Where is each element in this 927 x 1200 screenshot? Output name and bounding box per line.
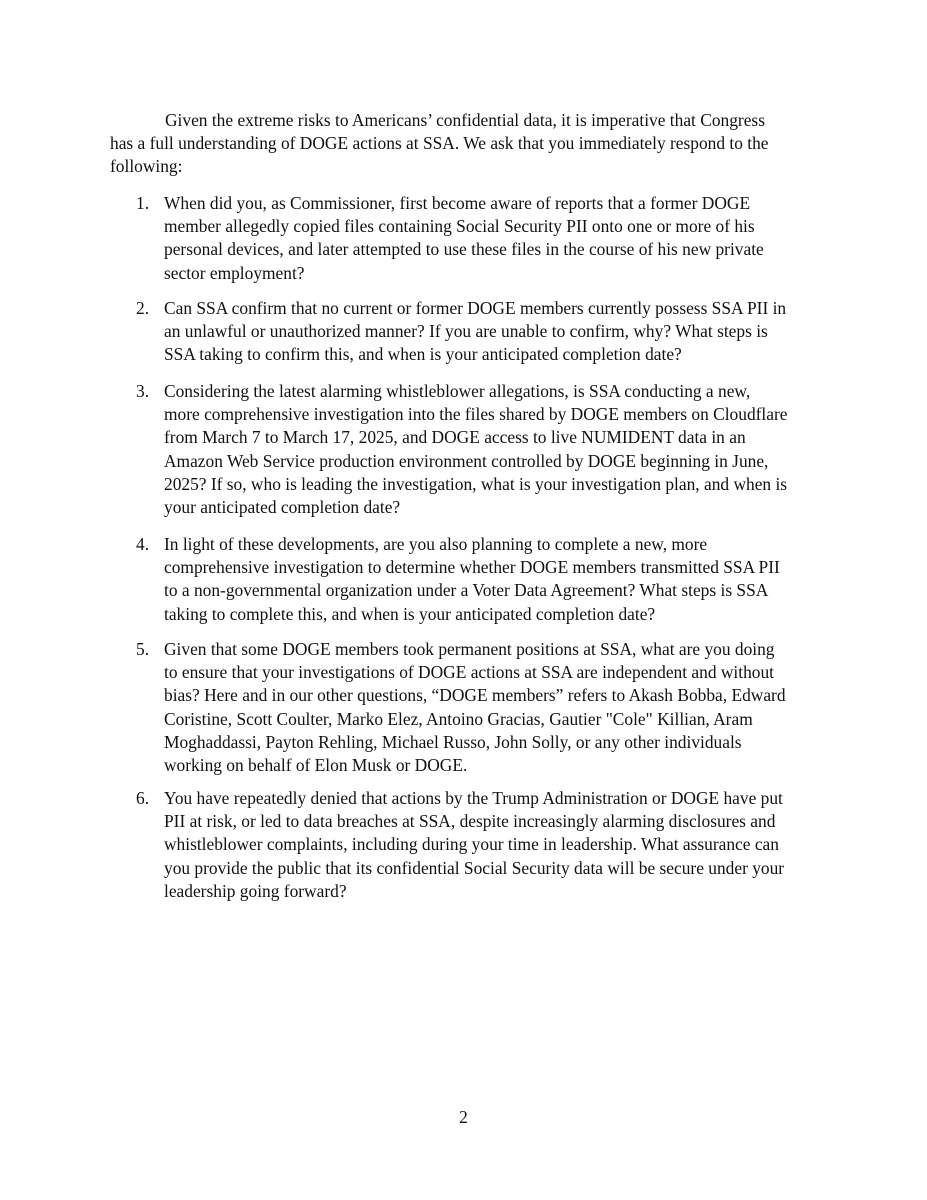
question-line: more comprehensive investigation into the files shared by DOGE members on Cloudflare — [164, 404, 788, 425]
question-text — [164, 787, 824, 903]
question-text — [164, 380, 824, 519]
intro-line: has a full understanding of DOGE actions at SSA. We ask that you immediately respond to the — [110, 133, 769, 154]
question-line: taking to complete this, and when is your anticipated completion date? — [164, 603, 656, 624]
question-line: Coristine, Scott Coulter, Marko Elez, Antoino Gracias, Gautier "Cole" Killian, Aram — [164, 708, 753, 729]
question-line: PII at risk, or led to data breaches at SSA, despite increasingly alarming disclosures and — [164, 811, 776, 832]
question-line: to a non-governmental organization under a Voter Data Agreement? What steps is SSA — [164, 580, 769, 601]
question-number: 5. — [136, 639, 150, 659]
question-line: to ensure that your investigations of DOGE actions at SSA are independent and without — [164, 662, 775, 683]
question-number: 2. — [136, 298, 150, 318]
question-line: 2025? If so, who is leading the investigation, what is your investigation plan, and when is — [164, 473, 788, 494]
question-line: personal devices, and later attempted to use these files in the course of his new private — [164, 239, 764, 260]
question-text — [164, 533, 824, 626]
question-line: leadership going forward? — [164, 880, 347, 901]
question-line: In light of these developments, are you also planning to complete a new, more — [164, 534, 708, 554]
question-line: whistleblower complaints, including during your time in leadership. What assurance can — [164, 834, 779, 855]
question-text — [164, 638, 824, 777]
question-number: 1. — [136, 193, 150, 213]
question-line: sector employment? — [164, 262, 305, 283]
question-line: When did you, as Commissioner, first become aware of reports that a former DOGE — [164, 193, 751, 213]
question-line: Considering the latest alarming whistleblower allegations, is SSA conducting a new, — [164, 381, 751, 401]
question-line: comprehensive investigation to determine whether DOGE members transmitted SSA PII — [164, 557, 780, 578]
question-number: 3. — [136, 381, 150, 401]
question-line: you provide the public that its confidential Social Security data will be secure under your — [164, 857, 785, 878]
question-line: SSA taking to confirm this, and when is your anticipated completion date? — [164, 344, 682, 365]
question-number: 4. — [136, 534, 150, 554]
question-line: from March 7 to March 17, 2025, and DOGE access to live NUMIDENT data in an — [164, 427, 746, 448]
question-line: Moghaddassi, Payton Rehling, Michael Russo, John Solly, or any other individuals — [164, 731, 742, 752]
question-text — [164, 297, 824, 367]
question-line: Amazon Web Service production environment controlled by DOGE beginning in June, — [164, 450, 769, 471]
intro-line: following: — [110, 156, 183, 177]
question-line: Can SSA confirm that no current or former DOGE members currently possess SSA PII in — [164, 298, 787, 318]
question-number: 6. — [136, 788, 150, 808]
question-line: an unlawful or unauthorized manner? If you are unable to confirm, why? What steps is — [164, 321, 768, 342]
question-line: working on behalf of Elon Musk or DOGE. — [164, 755, 468, 776]
intro-paragraph — [110, 109, 810, 179]
question-line: Given that some DOGE members took permanent positions at SSA, what are you doing — [164, 639, 775, 659]
question-line: your anticipated completion date? — [164, 497, 401, 518]
question-line: member allegedly copied files containing Social Security PII onto one or more of his — [164, 216, 755, 237]
question-text — [164, 192, 824, 285]
question-line: You have repeatedly denied that actions by the Trump Administration or DOGE have put — [164, 788, 783, 808]
page-number: 2 — [459, 1107, 468, 1127]
question-line: bias? Here and in our other questions, “DOGE members” refers to Akash Bobba, Edward — [164, 685, 786, 706]
intro-line: Given the extreme risks to Americans’ confidential data, it is imperative that Congress — [165, 110, 765, 130]
